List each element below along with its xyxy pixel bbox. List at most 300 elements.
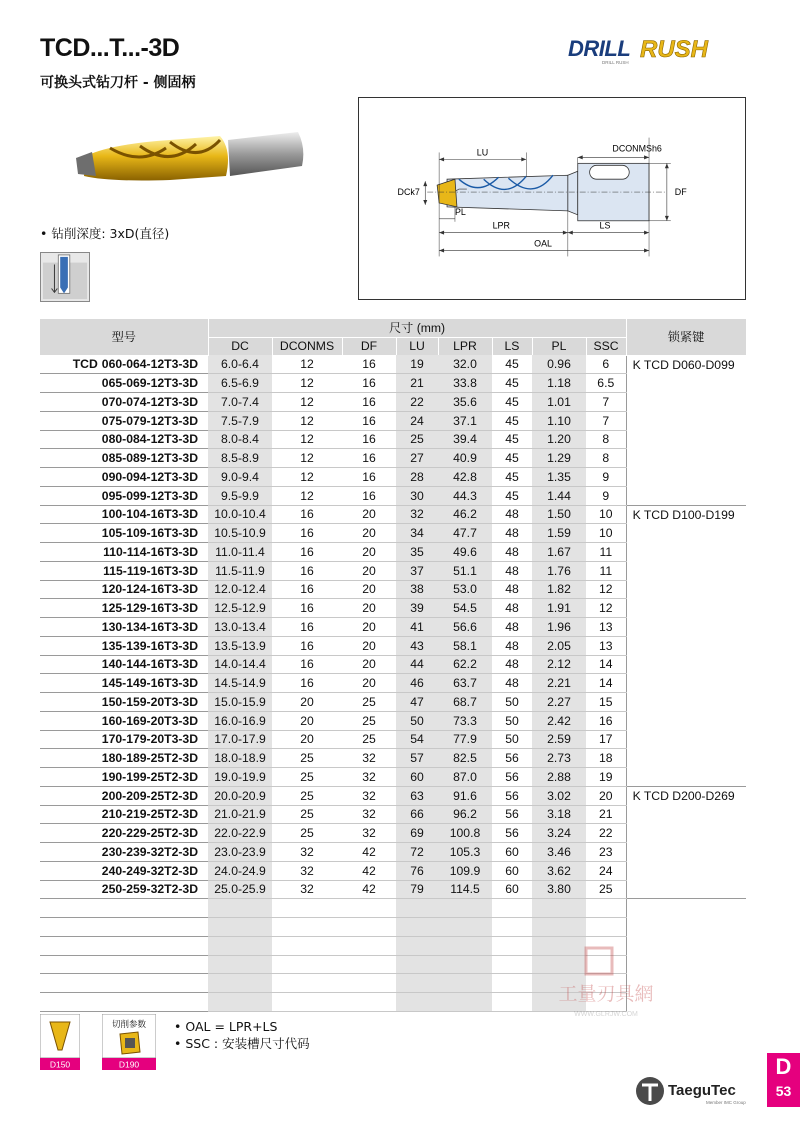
cell-pl: 2.27 — [532, 693, 586, 712]
model-code: 120-124-16T3-3D — [101, 582, 198, 597]
model-code: 250-259-32T2-3D — [101, 882, 198, 897]
cell-ls: 48 — [492, 524, 532, 543]
model-cell — [40, 974, 208, 993]
cell-dconms: 16 — [272, 524, 342, 543]
cell-dconms: 12 — [272, 449, 342, 468]
cell-lpr: 35.6 — [438, 393, 492, 412]
model-cell — [40, 936, 208, 955]
cell-lu: 57 — [396, 749, 438, 768]
cell-dconms: 16 — [272, 636, 342, 655]
cell-lpr: 46.2 — [438, 505, 492, 524]
cell-ssc: 10 — [586, 524, 626, 543]
model-code: 160-169-20T3-3D — [101, 713, 198, 728]
cell-df: 16 — [342, 411, 396, 430]
cell-dconms: 25 — [272, 824, 342, 843]
cell-lpr: 44.3 — [438, 486, 492, 505]
cell-lpr: 51.1 — [438, 561, 492, 580]
model-cell — [40, 730, 208, 749]
model-cell — [40, 636, 208, 655]
subcol-header: DCONMS — [272, 337, 342, 355]
table-row — [40, 524, 746, 543]
cell-dconms: 16 — [272, 543, 342, 562]
cell-pl: 3.02 — [532, 786, 586, 805]
model-code: 085-089-12T3-3D — [101, 451, 198, 466]
cell-dc: 13.5-13.9 — [208, 636, 272, 655]
cell-pl: 3.62 — [532, 861, 586, 880]
watermark-text: 工量刃具網 — [558, 983, 654, 1005]
col-model-header: 型号 — [40, 319, 208, 355]
cell-lu: 44 — [396, 655, 438, 674]
cell-pl — [532, 899, 586, 918]
cell-ssc: 8 — [586, 430, 626, 449]
cell-key — [626, 543, 746, 562]
cell-dconms: 32 — [272, 861, 342, 880]
model-cell — [40, 861, 208, 880]
cell-ssc: 21 — [586, 805, 626, 824]
model-cell — [40, 824, 208, 843]
table-row — [40, 655, 746, 674]
cell-lu — [396, 899, 438, 918]
cell-dconms: 12 — [272, 374, 342, 393]
cell-lpr: 39.4 — [438, 430, 492, 449]
cell-lu — [396, 974, 438, 993]
dim-dc: DCk7 — [397, 187, 420, 198]
cell-pl: 2.59 — [532, 730, 586, 749]
table-row — [40, 468, 746, 487]
cell-df: 32 — [342, 768, 396, 787]
cell-ssc: 7 — [586, 411, 626, 430]
cell-pl: 1.18 — [532, 374, 586, 393]
cell-dconms: 16 — [272, 674, 342, 693]
table-row — [40, 543, 746, 562]
table-body — [40, 355, 746, 1011]
cell-ssc: 10 — [586, 505, 626, 524]
cell-pl: 3.18 — [532, 805, 586, 824]
cell-pl: 2.21 — [532, 674, 586, 693]
cell-df: 16 — [342, 393, 396, 412]
cell-dconms: 12 — [272, 468, 342, 487]
cell-dconms: 12 — [272, 355, 342, 374]
cell-df: 25 — [342, 693, 396, 712]
model-prefix: TCD — [72, 357, 98, 372]
model-code: 130-134-16T3-3D — [101, 619, 198, 634]
model-code: 190-199-25T2-3D — [101, 769, 198, 784]
cell-key — [626, 524, 746, 543]
model-cell — [40, 355, 208, 374]
cell-lpr: 47.7 — [438, 524, 492, 543]
model-cell — [40, 486, 208, 505]
cell-lu: 30 — [396, 486, 438, 505]
cell-pl: 2.05 — [532, 636, 586, 655]
model-code: 080-084-12T3-3D — [101, 432, 198, 447]
cell-df: 25 — [342, 730, 396, 749]
cutting-params-icon — [102, 1014, 156, 1070]
cell-ls: 45 — [492, 393, 532, 412]
cell-ls: 48 — [492, 674, 532, 693]
model-cell — [40, 955, 208, 974]
cell-dc: 17.0-17.9 — [208, 730, 272, 749]
model-code: 070-074-12T3-3D — [101, 394, 198, 409]
cell-lpr: 77.9 — [438, 730, 492, 749]
empty-row — [40, 918, 746, 937]
cell-key — [626, 674, 746, 693]
cell-ssc: 20 — [586, 786, 626, 805]
cell-ls: 56 — [492, 768, 532, 787]
cell-ls: 56 — [492, 805, 532, 824]
cell-ls: 48 — [492, 543, 532, 562]
cell-lpr: 73.3 — [438, 711, 492, 730]
cell-lu: 25 — [396, 430, 438, 449]
cell-lpr: 100.8 — [438, 824, 492, 843]
cell-lpr — [438, 974, 492, 993]
table-row — [40, 749, 746, 768]
model-code: 180-189-25T2-3D — [101, 751, 198, 766]
dim-ls: LS — [599, 220, 611, 231]
cell-ssc: 11 — [586, 561, 626, 580]
cell-dc: 6.0-6.4 — [208, 355, 272, 374]
cell-df: 25 — [342, 711, 396, 730]
cell-df: 20 — [342, 636, 396, 655]
cell-dc: 12.0-12.4 — [208, 580, 272, 599]
cell-dc — [208, 993, 272, 1012]
cell-lu: 38 — [396, 580, 438, 599]
cell-ls: 48 — [492, 599, 532, 618]
section-tab — [767, 1053, 800, 1107]
model-cell — [40, 430, 208, 449]
model-code: 230-239-32T2-3D — [101, 844, 198, 859]
cell-pl: 3.80 — [532, 880, 586, 899]
cell-lu: 60 — [396, 768, 438, 787]
cell-dconms — [272, 899, 342, 918]
cell-lpr: 63.7 — [438, 674, 492, 693]
cell-lu: 21 — [396, 374, 438, 393]
cell-dc: 13.0-13.4 — [208, 618, 272, 637]
taegutec-logo — [634, 1074, 752, 1110]
col-key-header: 锁紧键 — [626, 319, 746, 355]
cell-lu — [396, 955, 438, 974]
table-row — [40, 505, 746, 524]
subcol-header: DC — [208, 337, 272, 355]
cell-dconms: 25 — [272, 768, 342, 787]
model-cell — [40, 655, 208, 674]
model-code: 105-109-16T3-3D — [101, 526, 198, 541]
cell-ssc — [586, 899, 626, 918]
cell-dc: 10.0-10.4 — [208, 505, 272, 524]
cell-dconms: 32 — [272, 843, 342, 862]
model-cell — [40, 505, 208, 524]
cell-pl: 1.44 — [532, 486, 586, 505]
cell-dconms: 12 — [272, 486, 342, 505]
cell-df: 20 — [342, 580, 396, 599]
cell-ls — [492, 899, 532, 918]
cell-df: 20 — [342, 561, 396, 580]
cell-dc — [208, 955, 272, 974]
cell-ls: 56 — [492, 786, 532, 805]
page-title: TCD...T...-3D — [40, 34, 180, 62]
cell-dconms: 12 — [272, 430, 342, 449]
company-tag: Member IMC Group — [706, 1100, 746, 1105]
cell-lpr: 53.0 — [438, 580, 492, 599]
model-cell — [40, 749, 208, 768]
cell-ls: 45 — [492, 468, 532, 487]
cell-key — [626, 693, 746, 712]
model-cell — [40, 674, 208, 693]
cell-pl: 1.91 — [532, 599, 586, 618]
cell-ls: 60 — [492, 880, 532, 899]
cell-dconms — [272, 918, 342, 937]
cell-lu: 28 — [396, 468, 438, 487]
cell-dc: 25.0-25.9 — [208, 880, 272, 899]
model-cell — [40, 374, 208, 393]
subcol-header: LU — [396, 337, 438, 355]
table-row — [40, 636, 746, 655]
cell-ssc: 14 — [586, 655, 626, 674]
cell-dc: 9.0-9.4 — [208, 468, 272, 487]
model-code: 115-119-16T3-3D — [103, 563, 198, 578]
cell-lu: 27 — [396, 449, 438, 468]
cell-pl: 1.35 — [532, 468, 586, 487]
cell-dconms: 16 — [272, 599, 342, 618]
cell-key — [626, 468, 746, 487]
cell-dc: 8.0-8.4 — [208, 430, 272, 449]
icon2-label: D190 — [118, 1059, 140, 1070]
note-ssc: • SSC : 安装槽尺寸代码 — [174, 1036, 310, 1051]
cell-df: 16 — [342, 449, 396, 468]
cell-dc: 15.0-15.9 — [208, 693, 272, 712]
cell-key — [626, 561, 746, 580]
cell-lu: 35 — [396, 543, 438, 562]
cell-lu — [396, 918, 438, 937]
cell-df: 16 — [342, 355, 396, 374]
cell-dc: 7.0-7.4 — [208, 393, 272, 412]
cell-ls: 48 — [492, 636, 532, 655]
cell-lu — [396, 936, 438, 955]
cell-lu — [396, 993, 438, 1012]
model-cell — [40, 693, 208, 712]
cell-dconms: 25 — [272, 786, 342, 805]
cell-dconms: 16 — [272, 618, 342, 637]
model-cell — [40, 561, 208, 580]
cell-dconms: 16 — [272, 561, 342, 580]
table-row — [40, 693, 746, 712]
cell-df: 42 — [342, 861, 396, 880]
cell-key: K TCD D060-D099 — [626, 355, 746, 374]
cell-ssc: 11 — [586, 543, 626, 562]
col-dims-header: 尺寸 (mm) — [208, 319, 626, 337]
cell-key — [626, 430, 746, 449]
cell-lpr: 114.5 — [438, 880, 492, 899]
table-row — [40, 411, 746, 430]
cell-dconms: 16 — [272, 505, 342, 524]
cell-ssc: 24 — [586, 861, 626, 880]
cell-dc: 22.0-22.9 — [208, 824, 272, 843]
cell-lpr: 49.6 — [438, 543, 492, 562]
cell-lu: 54 — [396, 730, 438, 749]
footer-notes — [174, 1018, 310, 1052]
cell-key — [626, 486, 746, 505]
cell-dc — [208, 899, 272, 918]
company-name: TaeguTec — [668, 1082, 736, 1099]
model-code: 110-114-16T3-3D — [103, 544, 198, 559]
cell-ssc: 12 — [586, 580, 626, 599]
model-cell — [40, 543, 208, 562]
dim-pl: PL — [454, 206, 466, 217]
cell-dconms: 16 — [272, 580, 342, 599]
cell-dc: 16.0-16.9 — [208, 711, 272, 730]
table-row — [40, 355, 746, 374]
cell-lpr: 109.9 — [438, 861, 492, 880]
cell-dc: 11.5-11.9 — [208, 561, 272, 580]
cell-df: 16 — [342, 430, 396, 449]
cell-lpr — [438, 936, 492, 955]
cell-ssc: 6 — [586, 355, 626, 374]
brand-tag: DRILL RUSH — [602, 60, 629, 65]
cell-dconms: 32 — [272, 880, 342, 899]
cell-ssc: 15 — [586, 693, 626, 712]
cell-ls — [492, 918, 532, 937]
cell-lu: 41 — [396, 618, 438, 637]
cell-dc: 10.5-10.9 — [208, 524, 272, 543]
cell-dc: 7.5-7.9 — [208, 411, 272, 430]
model-cell — [40, 468, 208, 487]
drillrush-logo — [566, 34, 746, 66]
cell-df: 32 — [342, 805, 396, 824]
cell-pl: 2.12 — [532, 655, 586, 674]
dim-oal: OAL — [534, 238, 553, 249]
cell-ls: 50 — [492, 711, 532, 730]
cell-lpr: 32.0 — [438, 355, 492, 374]
cell-lu: 50 — [396, 711, 438, 730]
cell-dc — [208, 936, 272, 955]
cell-df: 42 — [342, 843, 396, 862]
cell-lpr: 54.5 — [438, 599, 492, 618]
subcol-header: LPR — [438, 337, 492, 355]
cell-key — [626, 374, 746, 393]
model-cell — [40, 768, 208, 787]
cell-lpr: 68.7 — [438, 693, 492, 712]
cell-ssc: 23 — [586, 843, 626, 862]
table-row — [40, 824, 746, 843]
cell-pl: 0.96 — [532, 355, 586, 374]
cell-pl: 1.96 — [532, 618, 586, 637]
cell-ssc: 25 — [586, 880, 626, 899]
model-code: 095-099-12T3-3D — [101, 488, 198, 503]
cell-key — [626, 393, 746, 412]
cell-ls — [492, 993, 532, 1012]
cell-dc: 24.0-24.9 — [208, 861, 272, 880]
cell-ls: 45 — [492, 430, 532, 449]
note-oal: • OAL = LPR+LS — [174, 1019, 278, 1034]
table-row — [40, 786, 746, 805]
cell-key — [626, 918, 746, 937]
cell-ssc — [586, 918, 626, 937]
cell-lpr: 58.1 — [438, 636, 492, 655]
cell-key — [626, 805, 746, 824]
model-cell — [40, 393, 208, 412]
cell-df: 20 — [342, 655, 396, 674]
cell-ssc: 17 — [586, 730, 626, 749]
table-row — [40, 730, 746, 749]
cell-df: 20 — [342, 599, 396, 618]
cell-df: 32 — [342, 824, 396, 843]
cell-lpr: 87.0 — [438, 768, 492, 787]
model-cell — [40, 711, 208, 730]
subcol-header: DF — [342, 337, 396, 355]
cell-pl: 1.76 — [532, 561, 586, 580]
cell-lpr: 105.3 — [438, 843, 492, 862]
model-code: 140-144-16T3-3D — [101, 657, 198, 672]
model-code: 150-159-20T3-3D — [101, 694, 198, 709]
cell-ssc: 9 — [586, 486, 626, 505]
cell-dc: 9.5-9.9 — [208, 486, 272, 505]
model-code: 220-229-25T2-3D — [101, 826, 198, 841]
table-row — [40, 768, 746, 787]
cell-pl: 1.50 — [532, 505, 586, 524]
cell-lu: 39 — [396, 599, 438, 618]
cell-pl: 3.46 — [532, 843, 586, 862]
cell-dc — [208, 918, 272, 937]
cell-key — [626, 843, 746, 862]
cell-dc: 19.0-19.9 — [208, 768, 272, 787]
cell-pl: 1.01 — [532, 393, 586, 412]
table-row — [40, 561, 746, 580]
cell-ls: 50 — [492, 693, 532, 712]
cell-df: 20 — [342, 505, 396, 524]
cell-df: 20 — [342, 524, 396, 543]
cell-lpr — [438, 955, 492, 974]
cell-ssc: 8 — [586, 449, 626, 468]
cell-ls — [492, 936, 532, 955]
cell-lpr: 40.9 — [438, 449, 492, 468]
table-row — [40, 430, 746, 449]
table-row — [40, 393, 746, 412]
cell-df — [342, 955, 396, 974]
model-cell — [40, 449, 208, 468]
model-cell — [40, 843, 208, 862]
model-cell — [40, 918, 208, 937]
cell-key — [626, 711, 746, 730]
table-row — [40, 580, 746, 599]
model-code: 135-139-16T3-3D — [101, 638, 198, 653]
cell-df: 32 — [342, 749, 396, 768]
cell-dconms: 12 — [272, 393, 342, 412]
cell-lpr: 56.6 — [438, 618, 492, 637]
cell-lpr: 82.5 — [438, 749, 492, 768]
model-cell — [40, 993, 208, 1012]
cell-lpr: 37.1 — [438, 411, 492, 430]
cell-pl — [532, 918, 586, 937]
cell-dconms: 25 — [272, 805, 342, 824]
dim-dconms: DCONMSh6 — [612, 143, 662, 154]
cell-ls: 50 — [492, 730, 532, 749]
cell-key — [626, 636, 746, 655]
model-code: 145-149-16T3-3D — [101, 676, 198, 691]
cell-lpr: 96.2 — [438, 805, 492, 824]
cell-df: 32 — [342, 786, 396, 805]
model-code: 170-179-20T3-3D — [101, 732, 198, 747]
table-row — [40, 805, 746, 824]
subcol-header: LS — [492, 337, 532, 355]
svg-text:DRILL: DRILL — [568, 36, 631, 61]
model-code: 240-249-32T2-3D — [101, 863, 198, 878]
cell-dc: 21.0-21.9 — [208, 805, 272, 824]
model-code: 210-219-25T2-3D — [101, 807, 198, 822]
cell-df — [342, 974, 396, 993]
cell-ls: 45 — [492, 374, 532, 393]
table-row — [40, 449, 746, 468]
cell-key — [626, 880, 746, 899]
cell-dc: 20.0-20.9 — [208, 786, 272, 805]
